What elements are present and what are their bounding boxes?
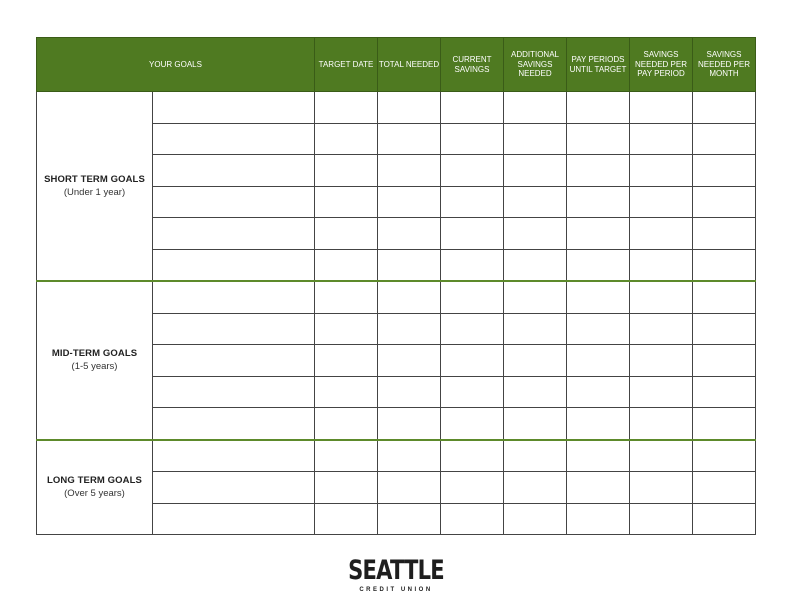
group-subtitle: (Over 5 years) [64,488,125,500]
savings-per-pay-period-cell[interactable] [630,249,693,281]
savings-per-pay-period-cell[interactable] [630,92,693,124]
header-current-savings: CURRENT SAVINGS [441,38,504,92]
current-savings-cell[interactable] [441,345,504,377]
savings-per-month-cell[interactable] [693,123,756,155]
additional-savings-cell[interactable] [504,408,567,440]
pay-periods-cell[interactable] [567,440,630,472]
goals-worksheet [36,37,755,535]
header-additional-savings: ADDITIONAL SAVINGS NEEDED [504,38,567,92]
goal-description-cell[interactable] [153,186,315,218]
header-total-needed: TOTAL NEEDED [378,38,441,92]
savings-per-month-cell[interactable] [693,249,756,281]
current-savings-cell[interactable] [441,92,504,124]
goal-description-cell[interactable] [153,218,315,250]
current-savings-cell[interactable] [441,281,504,313]
goals-body [37,92,756,535]
savings-per-pay-period-cell[interactable] [630,123,693,155]
current-savings-cell[interactable] [441,218,504,250]
total-needed-cell[interactable] [378,92,441,124]
target-date-cell[interactable] [315,123,378,155]
savings-per-pay-period-cell[interactable] [630,186,693,218]
total-needed-cell[interactable] [378,345,441,377]
pay-periods-cell[interactable] [567,345,630,377]
logo-wordmark: SEATTLE [348,555,444,586]
header-savings-per-month: SAVINGS NEEDED PER MONTH [693,38,756,92]
header-pay-periods: PAY PERIODS UNTIL TARGET [567,38,630,92]
pay-periods-cell[interactable] [567,123,630,155]
pay-periods-cell[interactable] [567,313,630,345]
goal-description-cell[interactable] [153,503,315,535]
savings-per-pay-period-cell[interactable] [630,218,693,250]
pay-periods-cell[interactable] [567,376,630,408]
pay-periods-cell[interactable] [567,92,630,124]
pay-periods-cell[interactable] [567,472,630,504]
savings-per-pay-period-cell[interactable] [630,155,693,187]
total-needed-cell[interactable] [378,503,441,535]
pay-periods-cell[interactable] [567,281,630,313]
goal-description-cell[interactable] [153,376,315,408]
group-subtitle: (Under 1 year) [63,187,126,198]
current-savings-cell[interactable] [441,440,504,472]
current-savings-cell[interactable] [441,249,504,281]
target-date-cell[interactable] [315,92,378,124]
savings-per-month-cell[interactable] [693,408,756,440]
current-savings-cell[interactable] [441,503,504,535]
total-needed-cell[interactable] [378,218,441,250]
pay-periods-cell[interactable] [567,218,630,250]
header-target-date: TARGET DATE [315,38,378,92]
logo-tagline: CREDIT UNION [359,587,433,593]
goal-row [37,440,756,472]
header-row [37,38,756,92]
total-needed-cell[interactable] [378,186,441,218]
goal-description-cell[interactable] [153,408,315,440]
savings-per-month-cell[interactable] [693,472,756,504]
savings-per-month-cell[interactable] [693,186,756,218]
savings-per-month-cell[interactable] [693,503,756,535]
savings-per-pay-period-cell[interactable] [630,440,693,472]
target-date-cell[interactable] [315,218,378,250]
savings-per-pay-period-cell[interactable] [630,281,693,313]
additional-savings-cell[interactable] [504,376,567,408]
total-needed-cell[interactable] [378,376,441,408]
total-needed-cell[interactable] [378,281,441,313]
goal-description-cell[interactable] [153,345,315,377]
goals-table [36,37,756,535]
target-date-cell[interactable] [315,186,378,218]
additional-savings-cell[interactable] [504,123,567,155]
group-subtitle: (1-5 years) [71,361,118,373]
header-savings-per-pay-period: SAVINGS NEEDED PER PAY PERIOD [630,38,693,92]
long-term-goals-label [37,440,153,535]
pay-periods-cell[interactable] [567,503,630,535]
pay-periods-cell[interactable] [567,186,630,218]
additional-savings-cell[interactable] [504,313,567,345]
target-date-cell[interactable] [315,281,378,313]
additional-savings-cell[interactable] [504,155,567,187]
current-savings-cell[interactable] [441,472,504,504]
savings-per-pay-period-cell[interactable] [630,408,693,440]
pay-periods-cell[interactable] [567,249,630,281]
target-date-cell[interactable] [315,249,378,281]
current-savings-cell[interactable] [441,313,504,345]
savings-per-pay-period-cell[interactable] [630,345,693,377]
current-savings-cell[interactable] [441,123,504,155]
total-needed-cell[interactable] [378,123,441,155]
savings-per-pay-period-cell[interactable] [630,472,693,504]
current-savings-cell[interactable] [441,376,504,408]
short-term-goals-label [37,92,153,282]
pay-periods-cell[interactable] [567,155,630,187]
goal-description-cell[interactable] [153,249,315,281]
savings-per-pay-period-cell[interactable] [630,376,693,408]
savings-per-month-cell[interactable] [693,281,756,313]
goal-description-cell[interactable] [153,281,315,313]
savings-per-pay-period-cell[interactable] [630,503,693,535]
additional-savings-cell[interactable] [504,186,567,218]
savings-per-month-cell[interactable] [693,345,756,377]
target-date-cell[interactable] [315,345,378,377]
savings-per-month-cell[interactable] [693,155,756,187]
savings-per-month-cell[interactable] [693,92,756,124]
target-date-cell[interactable] [315,503,378,535]
additional-savings-cell[interactable] [504,472,567,504]
group-title: SHORT TERM GOALS [44,174,145,185]
savings-per-month-cell[interactable] [693,376,756,408]
savings-per-month-cell[interactable] [693,440,756,472]
group-title: MID-TERM GOALS [51,348,138,360]
mid-term-goals-label [37,281,153,440]
target-date-cell[interactable] [315,472,378,504]
target-date-cell[interactable] [315,408,378,440]
total-needed-cell[interactable] [378,408,441,440]
group-title: LONG TERM GOALS [47,475,142,487]
additional-savings-cell[interactable] [504,218,567,250]
savings-per-pay-period-cell[interactable] [630,313,693,345]
goal-description-cell[interactable] [153,472,315,504]
current-savings-cell[interactable] [441,186,504,218]
additional-savings-cell[interactable] [504,503,567,535]
additional-savings-cell[interactable] [504,281,567,313]
total-needed-cell[interactable] [378,472,441,504]
goal-description-cell[interactable] [153,155,315,187]
additional-savings-cell[interactable] [504,440,567,472]
target-date-cell[interactable] [315,440,378,472]
goal-row [37,281,756,313]
total-needed-cell[interactable] [378,313,441,345]
pay-periods-cell[interactable] [567,408,630,440]
savings-per-month-cell[interactable] [693,218,756,250]
current-savings-cell[interactable] [441,155,504,187]
target-date-cell[interactable] [315,313,378,345]
current-savings-cell[interactable] [441,408,504,440]
target-date-cell[interactable] [315,376,378,408]
seattle-credit-union-logo [0,556,792,593]
goal-description-cell[interactable] [153,92,315,124]
additional-savings-cell[interactable] [504,249,567,281]
additional-savings-cell[interactable] [504,92,567,124]
total-needed-cell[interactable] [378,249,441,281]
goal-description-cell[interactable] [153,313,315,345]
target-date-cell[interactable] [315,155,378,187]
goal-description-cell[interactable] [153,123,315,155]
additional-savings-cell[interactable] [504,345,567,377]
savings-per-month-cell[interactable] [693,313,756,345]
header-your-goals: YOUR GOALS [37,38,315,92]
goal-description-cell[interactable] [153,440,315,472]
goal-row [37,92,756,124]
total-needed-cell[interactable] [378,155,441,187]
total-needed-cell[interactable] [378,440,441,472]
